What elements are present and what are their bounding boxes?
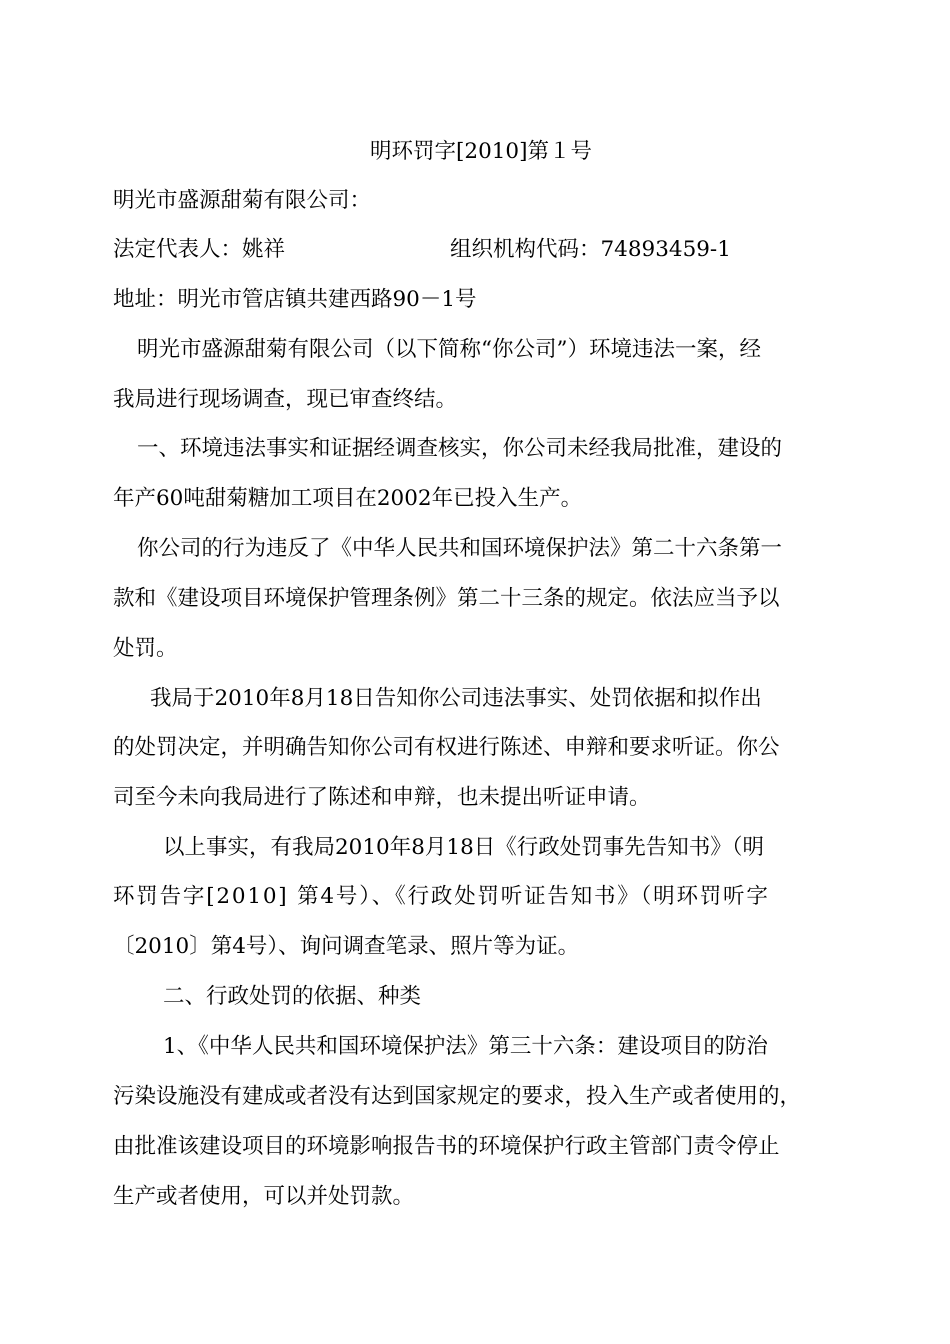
paragraph-line: 司至今未向我局进行了陈述和申辩，也未提出听证申请。: [113, 785, 651, 810]
organization-code: 组织机构代码：74893459-1: [450, 237, 731, 262]
paragraph-line: 年产60吨甜菊糖加工项目在2002年已投入生产。: [113, 486, 583, 511]
address-line: 地址：明光市管店镇共建西路90－1号: [113, 287, 477, 312]
paragraph-line: 明光市盛源甜菊有限公司（以下简称“你公司”）环境违法一案，经: [137, 337, 761, 362]
paragraph-line: 〔2010〕第4号）、询问调查笔录、照片等为证。: [113, 934, 580, 959]
paragraph-line: 款和《建设项目环境保护管理条例》第二十三条的规定。依法应当予以: [113, 586, 780, 611]
paragraph-line: 由批准该建设项目的环境影响报告书的环境保护行政主管部门责令停止: [113, 1134, 780, 1159]
paragraph-line: 1、《中华人民共和国环境保护法》第三十六条：建设项目的防治: [163, 1034, 768, 1059]
legal-representative: 法定代表人：姚祥: [113, 237, 286, 262]
paragraph-line: 的处罚决定，并明确告知你公司有权进行陈述、申辩和要求听证。你公: [113, 735, 780, 760]
section-heading: 二、行政处罚的依据、种类: [163, 984, 422, 1009]
paragraph-line: 我局进行现场调查，现已审查终结。: [113, 387, 458, 412]
paragraph-line: 污染设施没有建成或者没有达到国家规定的要求，投入生产或者使用的，: [113, 1084, 802, 1109]
paragraph-line: 环罚告字[2010] 第4号）、《行政处罚听证告知书》（明环罚听字: [113, 884, 770, 909]
paragraph-line: 你公司的行为违反了《中华人民共和国环境保护法》第二十六条第一: [137, 536, 783, 561]
document-title: 明环罚字[2010]第１号: [370, 139, 592, 164]
recipient-line: 明光市盛源甜菊有限公司：: [113, 188, 372, 213]
paragraph-line: 生产或者使用，可以并处罚款。: [113, 1184, 415, 1209]
paragraph-line: 处罚。: [113, 636, 178, 661]
paragraph-line: 我局于2010年8月18日告知你公司违法事实、处罚依据和拟作出: [150, 686, 762, 711]
paragraph-line: 以上事实，有我局2010年8月18日《行政处罚事先告知书》（明: [163, 835, 765, 860]
paragraph-line: 一、环境违法事实和证据经调查核实，你公司未经我局批准，建设的: [137, 436, 783, 461]
